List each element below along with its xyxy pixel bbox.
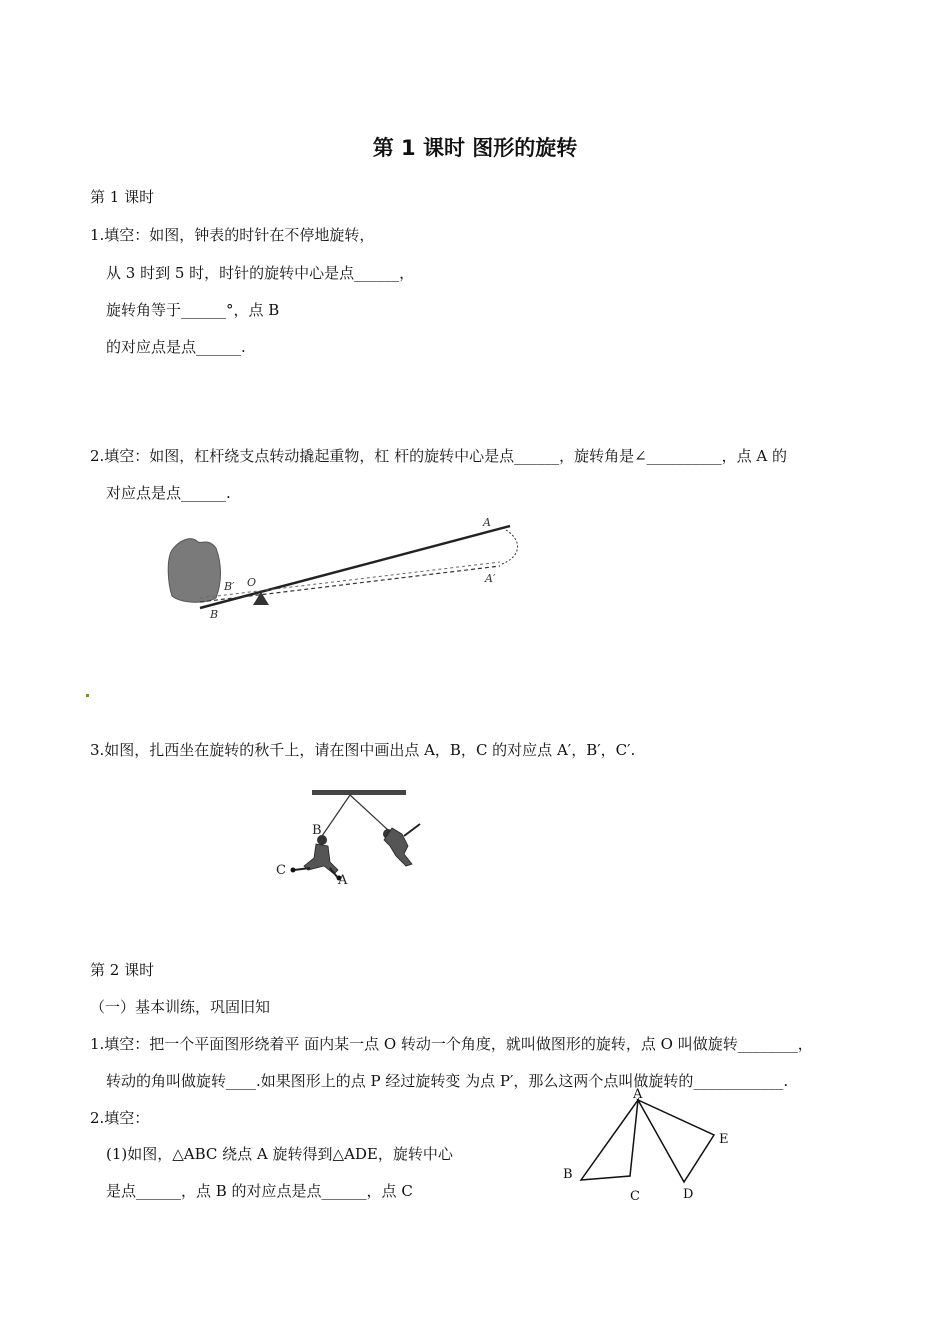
label-C: C	[630, 1189, 640, 1204]
label-C: C	[276, 863, 286, 878]
l1-q3-line1: 3.如图，扎西坐在旋转的秋千上，请在图中画出点 A，B，C 的对应点 A′，B′，C′.	[90, 741, 636, 759]
lesson1-heading: 第 1 课时	[90, 188, 155, 206]
label-E: E	[719, 1132, 729, 1147]
l1-q2-line1: 2.填空：如图，杠杆绕支点转动撬起重物，杠 杆的旋转中心是点______，旋转角是∠__________，点 A 的	[90, 447, 788, 465]
label-B: B	[210, 608, 219, 621]
l2-q2-line3: 是点______，点 B 的对应点是点______，点 C	[106, 1182, 413, 1200]
label-A: A	[338, 873, 348, 888]
l2-q2-line2: (1)如图，△ABC 绕点 A 旋转得到△ADE，旋转中心	[106, 1145, 453, 1163]
label-B: B	[312, 823, 322, 838]
swing-beam	[312, 790, 406, 795]
label-A: A	[483, 516, 491, 529]
rock	[168, 539, 220, 603]
stray-dot	[86, 694, 89, 697]
lesson2-heading: 第 2 课时	[90, 961, 155, 979]
l1-q1-line2: 从 3 时到 5 时，时针的旋转中心是点______，	[106, 264, 415, 282]
lever-figure	[160, 512, 530, 622]
label-B-prime: B′	[224, 580, 235, 593]
triangle-ade	[638, 1100, 714, 1182]
label-O: O	[247, 576, 257, 589]
l1-q1-line4: 的对应点是点______.	[106, 338, 246, 356]
person-left	[291, 835, 342, 881]
label-A: A	[633, 1087, 643, 1102]
l1-q1-line1: 1.填空：如图，钟表的时针在不停地旋转，	[90, 226, 375, 244]
lesson2-section: （一）基本训练，巩固旧知	[90, 998, 271, 1016]
lever-original	[200, 566, 500, 602]
l2-q1-line1: 1.填空：把一个平面图形绕着平 面内某一点 O 转动一个角度，就叫做图形的旋转，点 O 叫做旋转________，	[90, 1035, 813, 1053]
l1-q1-line3: 旋转角等于______°，点 B	[106, 301, 280, 319]
rotation-arc	[502, 530, 518, 564]
label-B: B	[563, 1167, 573, 1182]
l1-q2-line2: 对应点是点______.	[106, 484, 231, 502]
lever-rotated	[200, 526, 510, 608]
page-title: 第 1 课时 图形的旋转	[372, 136, 578, 160]
triangle-figure	[555, 1088, 745, 1208]
triangle-abc	[581, 1100, 638, 1180]
swing-figure	[270, 788, 440, 888]
label-A-prime: A′	[485, 572, 496, 585]
label-D: D	[683, 1187, 694, 1202]
person-right	[383, 824, 420, 866]
l2-q1-line2: 转动的角叫做旋转____.如果图形上的点 P 经过旋转变 为点 P′，那么这两个点叫做旋转的____________.	[106, 1072, 789, 1090]
l2-q2-line1: 2.填空：	[90, 1109, 150, 1127]
swing-rope-right	[350, 795, 388, 830]
swing-rope-left	[322, 795, 350, 836]
